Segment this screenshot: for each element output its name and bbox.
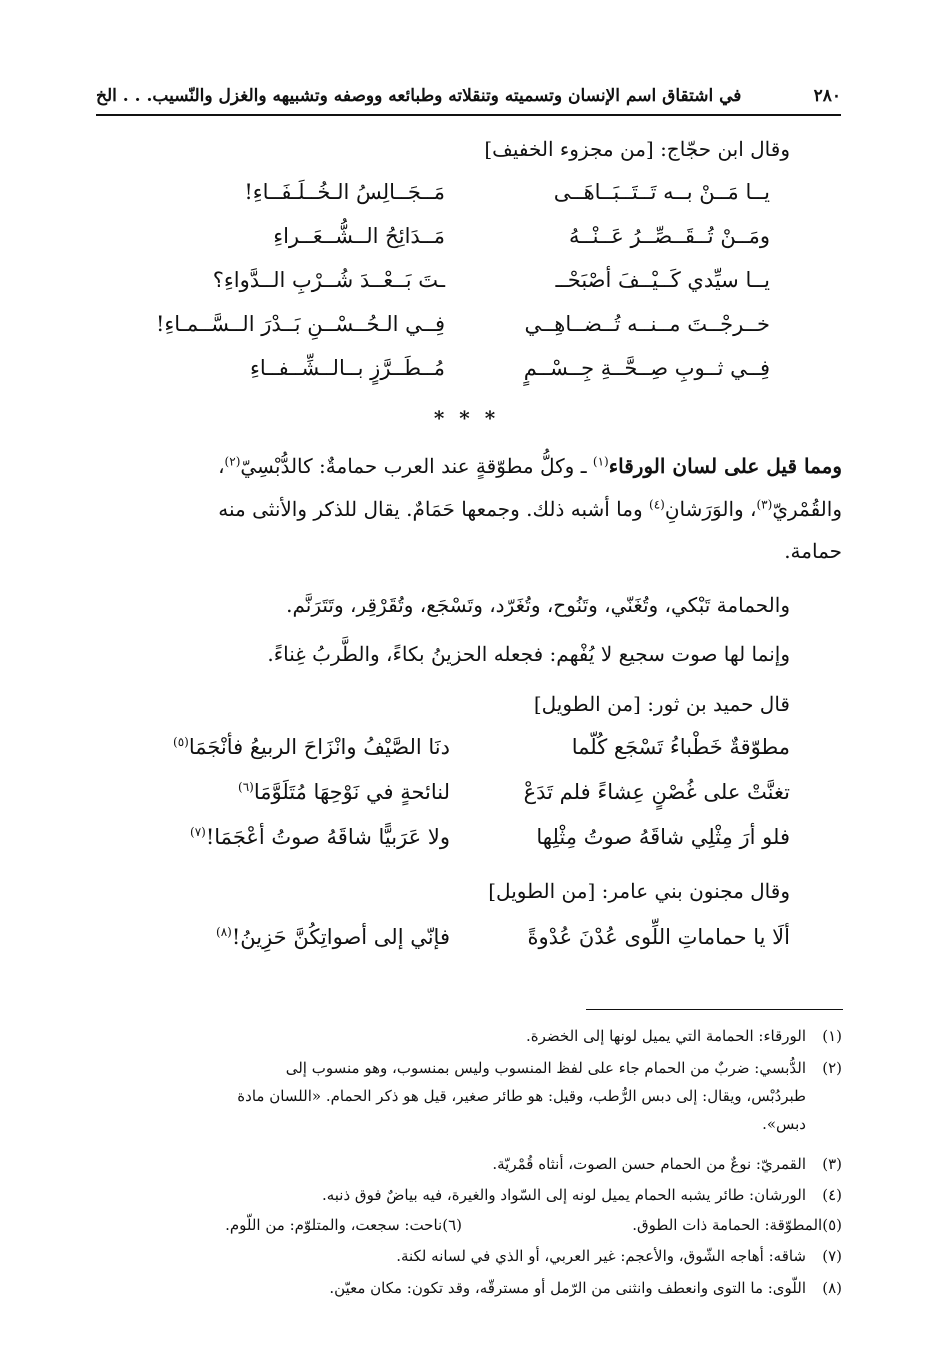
footnote-ref: (٨) (216, 925, 232, 939)
verse-hemistich-first: خــرجْــتَ مــنــه تُــضــاهِــي (524, 312, 770, 336)
paragraph-dove-verbs: والحمامة تَبْكي، وتُغَنّي، وتَنُوح، وتُغَرّد، وتَسْجَع، وتُقَرْقِر، وتَتَرَنَّم. (286, 593, 790, 617)
footnote-number: (٢) (822, 1059, 842, 1077)
poem-humayd (160, 735, 790, 865)
paragraph-warqa-line3: حمامة. (784, 539, 842, 563)
poem-majnun (160, 925, 790, 961)
footnote-text: الورشان: طائر يشبه الحمام يميل لونه إلى السّواد والغيرة، فيه بياضٌ فوق ذنبه. (321, 1186, 806, 1204)
footnote-8 (96, 1276, 842, 1301)
verse-hemistich-first: ألَا يا حماماتِ اللِّوى عُدْنَ عُدْوةً (527, 925, 790, 949)
verse-hemistich-second: مَــجَــالِسُ الـخُــلَـفَــاءِ! (244, 180, 445, 204)
verse-hemistich-first: ومَــنْ تُــقَــصِّــرُ عَــنْــهُ (569, 224, 770, 248)
verse-hemistich-first: يــا سيِّدي كَــيْــفَ أصْبَحْــ (555, 268, 770, 292)
footnote-text: الدُّبسي: ضربٌ من الحمام جاء على لفظ المنسوب وليس بمنسوب، وهو منسوب إلى (285, 1059, 806, 1077)
paragraph-lead: ومما قيل على لسان الورقاء (608, 454, 842, 478)
verse-hemistich-first: تغنَّتْ على غُصْنٍ عِشاءً فلم تَدَعْ (523, 780, 790, 804)
footnote-text: الورقاء: الحمامة التي يميل لونها إلى الخضرة. (526, 1027, 806, 1045)
footnote-text: شاقه: أهاجه الشّوق، والأعجم: غير العربي، أو الذي في لسانه لكنة. (396, 1247, 806, 1265)
footnote-5 (632, 1213, 842, 1238)
footnote-number: (٦) (442, 1216, 462, 1234)
verse-hemistich-second: فإنّي إلى أصواتِكُنَّ حَزِينُ!$^{(٨)}$ (216, 925, 450, 949)
verse-hemistich-first: فلو أرَ مِثْلِي شاقَهُ صوتُ مِثْلِها (536, 825, 790, 849)
section-separator: * * * (433, 406, 500, 430)
footnote-1 (96, 1024, 842, 1049)
footnote-ref: (٧) (190, 825, 206, 839)
footnote-text-continued: طبردُبْس، ويقال: إلى دبس الرُّطب، وقيل: هو طائر صغير، قيل هو ذكر الحمام. «اللسان مادة (237, 1087, 806, 1105)
footnote-ref: (٣) (756, 497, 773, 512)
verse-hemistich-first: مطوّقةٌ خَطْباءُ تَسْجَع كُلّما (571, 735, 790, 759)
footnote-ref: (١) (592, 454, 609, 469)
footnote-text: القمريّ: نوعٌ من الحمام حسن الصوت، أنثاه قُمْريّة. (492, 1155, 806, 1173)
footnote-text: ناحت: سجعت، والمتلوّم: من اللّوم. (225, 1216, 443, 1234)
footnote-text: اللّوى: ما التوى وانعطف وانثنى من الرّمل أو مسترقّه، وقد تكون: مكان معيّن. (329, 1279, 806, 1297)
verse-hemistich-second: فِــي الـحُــسْــنِ بَــدْرَ الــسَّــمـاءِ! (155, 312, 445, 336)
intro-hajjaj: وقال ابن حجّاج: [من مجزوء الخفيف] (484, 137, 790, 161)
footnote-3 (96, 1152, 842, 1177)
verse-hemistich-first: يــا مَــنْ بــه تَــتَــبَــاهَــى (553, 180, 770, 204)
verse-hemistich-second: لنائحةٍ في نَوْحِهَا مُتَلَوَّمَا$^{(٦)}$ (238, 780, 450, 804)
footnote-number: (٣) (822, 1155, 842, 1173)
page-header (96, 78, 841, 114)
footnote-number: (٤) (822, 1186, 842, 1204)
footnote-ref: (٦) (238, 780, 254, 794)
footnote-rule (586, 1009, 843, 1010)
paragraph-warqa-line1: ومما قيل على لسان الورقاء$^{(١)}$ ـ وكلُّ مطوّقةٍ عند العرب حمامةٌ: كالدُّبْسِيّ$^{(٢)}$، (218, 454, 842, 478)
footnote-ref: (٥) (173, 735, 189, 749)
intro-majnun: وقال مجنون بني عامر: [من الطويل] (488, 879, 790, 903)
verse-hemistich-second: ولا عَرَبيًّا شاقَهُ صوتُ أعْجَمَا!$^{(٧)}$ (190, 825, 450, 849)
paragraph-warqa-line2: والقُمْريّ$^{(٣)}$، والوَرَشانِ$^{(٤)}$ وما أشبه ذلك. وجمعها حَمَامٌ. يقال للذكر والأنثى منه (218, 497, 842, 521)
footnote-number: (٨) (822, 1279, 842, 1297)
page-number: ٢٨٠ (813, 86, 841, 106)
verse-hemistich-second: ـتَ بَــعْــدَ شُــرْبِ الــدَّواءِ؟ (212, 268, 445, 292)
verse-hemistich-first: فِــي ثــوبِ صِــحَّــةِ جِــسْــمٍ (523, 356, 770, 380)
footnote-number: (١) (822, 1027, 842, 1045)
verse-hemistich-second: مَــدَائِحُ الــشُّــعَــراءِ (273, 224, 445, 248)
footnote-text-continued: دبس». (762, 1115, 806, 1133)
verse-hemistich-second: مُــطَــرَّزٍ بــالــشِّــفــاءِ (250, 356, 445, 380)
intro-humayd: قال حميد بن ثور: [من الطويل] (533, 692, 790, 716)
footnote-6 (225, 1213, 462, 1238)
footnote-ref: (٢) (224, 454, 241, 469)
verse-hemistich-second: دنَا الصَّيْفُ وانْزَاحَ الربيعُ فأنْجَمَا$^{(٥)}$ (173, 735, 450, 759)
footnote-2 (96, 1056, 842, 1137)
footnote-7 (96, 1244, 842, 1269)
footnote-number: (٧) (822, 1247, 842, 1265)
footnote-4 (96, 1183, 842, 1208)
running-title: في اشتقاق اسم الإنسان وتسميته وتنقلاته وطبائعه ووصفه وتشبيهه والغزل والنّسيب. . . الخ (96, 86, 742, 106)
poem-hajjaj (155, 180, 770, 390)
footnote-ref: (٤) (649, 497, 665, 512)
paragraph-dove-voice: وإنما لها صوت سجيع لا يُفْهم: فجعله الحزينُ بكاءً، والطَّربُ غِناءً. (267, 642, 790, 666)
footnote-number: (٥) (822, 1216, 842, 1234)
header-rule (96, 114, 841, 116)
footnote-text: المطوّقة: الحمامة ذات الطوق. (632, 1216, 823, 1234)
